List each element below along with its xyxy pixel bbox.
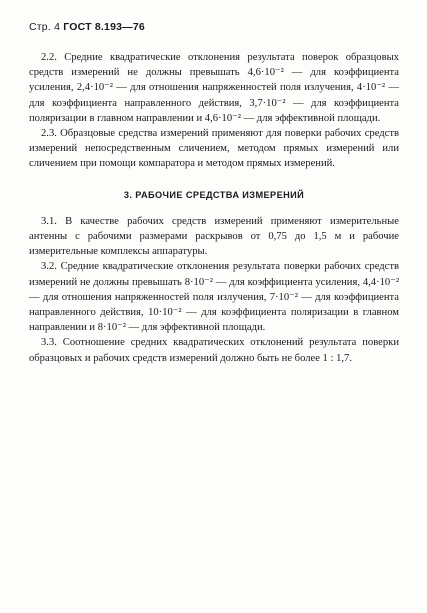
section-3-heading: 3. РАБОЧИЕ СРЕДСТВА ИЗМЕРЕНИЙ xyxy=(123,189,305,200)
page-number: Стр. 4 xyxy=(29,21,61,33)
paragraph-3-1: 3.1. В качестве рабочих средств измерений применяют измерительные антенны с рабочими размерами раскрывов от 0,75 до 1,5 м и рабочие измерительные комплексы аппаратуры. xyxy=(29,215,399,258)
paragraph-3-3: 3.3. Соотношение средних квадратических отклонений результата поверки образцовых и рабочих средств измерений должно быть не более 1 : 1,7. xyxy=(29,337,399,364)
paragraph-3-2: 3.2. Средние квадратические отклонения результата поверки рабочих средств измерений не должны превышать 8·10⁻² — для коэффициента усиления, 4,4·10⁻² — для отношения напряженностей поля излучения, 7·10⁻² — для коэффициента направленного действия, 10·10⁻² — для коэффициента поляризации в главном направлении и 8·10⁻² — для эффективной площади. xyxy=(29,261,399,334)
paragraph-2-2: 2.2. Средние квадратические отклонения результата поверок образцовых средств измерений не должны превышать 4,6·10⁻² — для коэффициента усиления, 2,4·10⁻² — для отношения напряженностей поля излучения, 4·10⁻² — для коэффициента направленного действия, 3,7·10⁻² — для коэффициента поляризации в главном направлении и 4,6·10⁻² — для эффективной площади. xyxy=(29,52,399,124)
page-body xyxy=(29,50,399,366)
standard-code: ГОСТ 8.193—76 xyxy=(63,21,145,33)
page-header xyxy=(29,21,145,33)
paragraph-2-3: 2.3. Образцовые средства измерений применяют для поверки рабочих средств измерений непосредственным сличением, методом прямых измерений или сличением при помощи компаратора и методом прямых измерений. xyxy=(29,128,399,170)
